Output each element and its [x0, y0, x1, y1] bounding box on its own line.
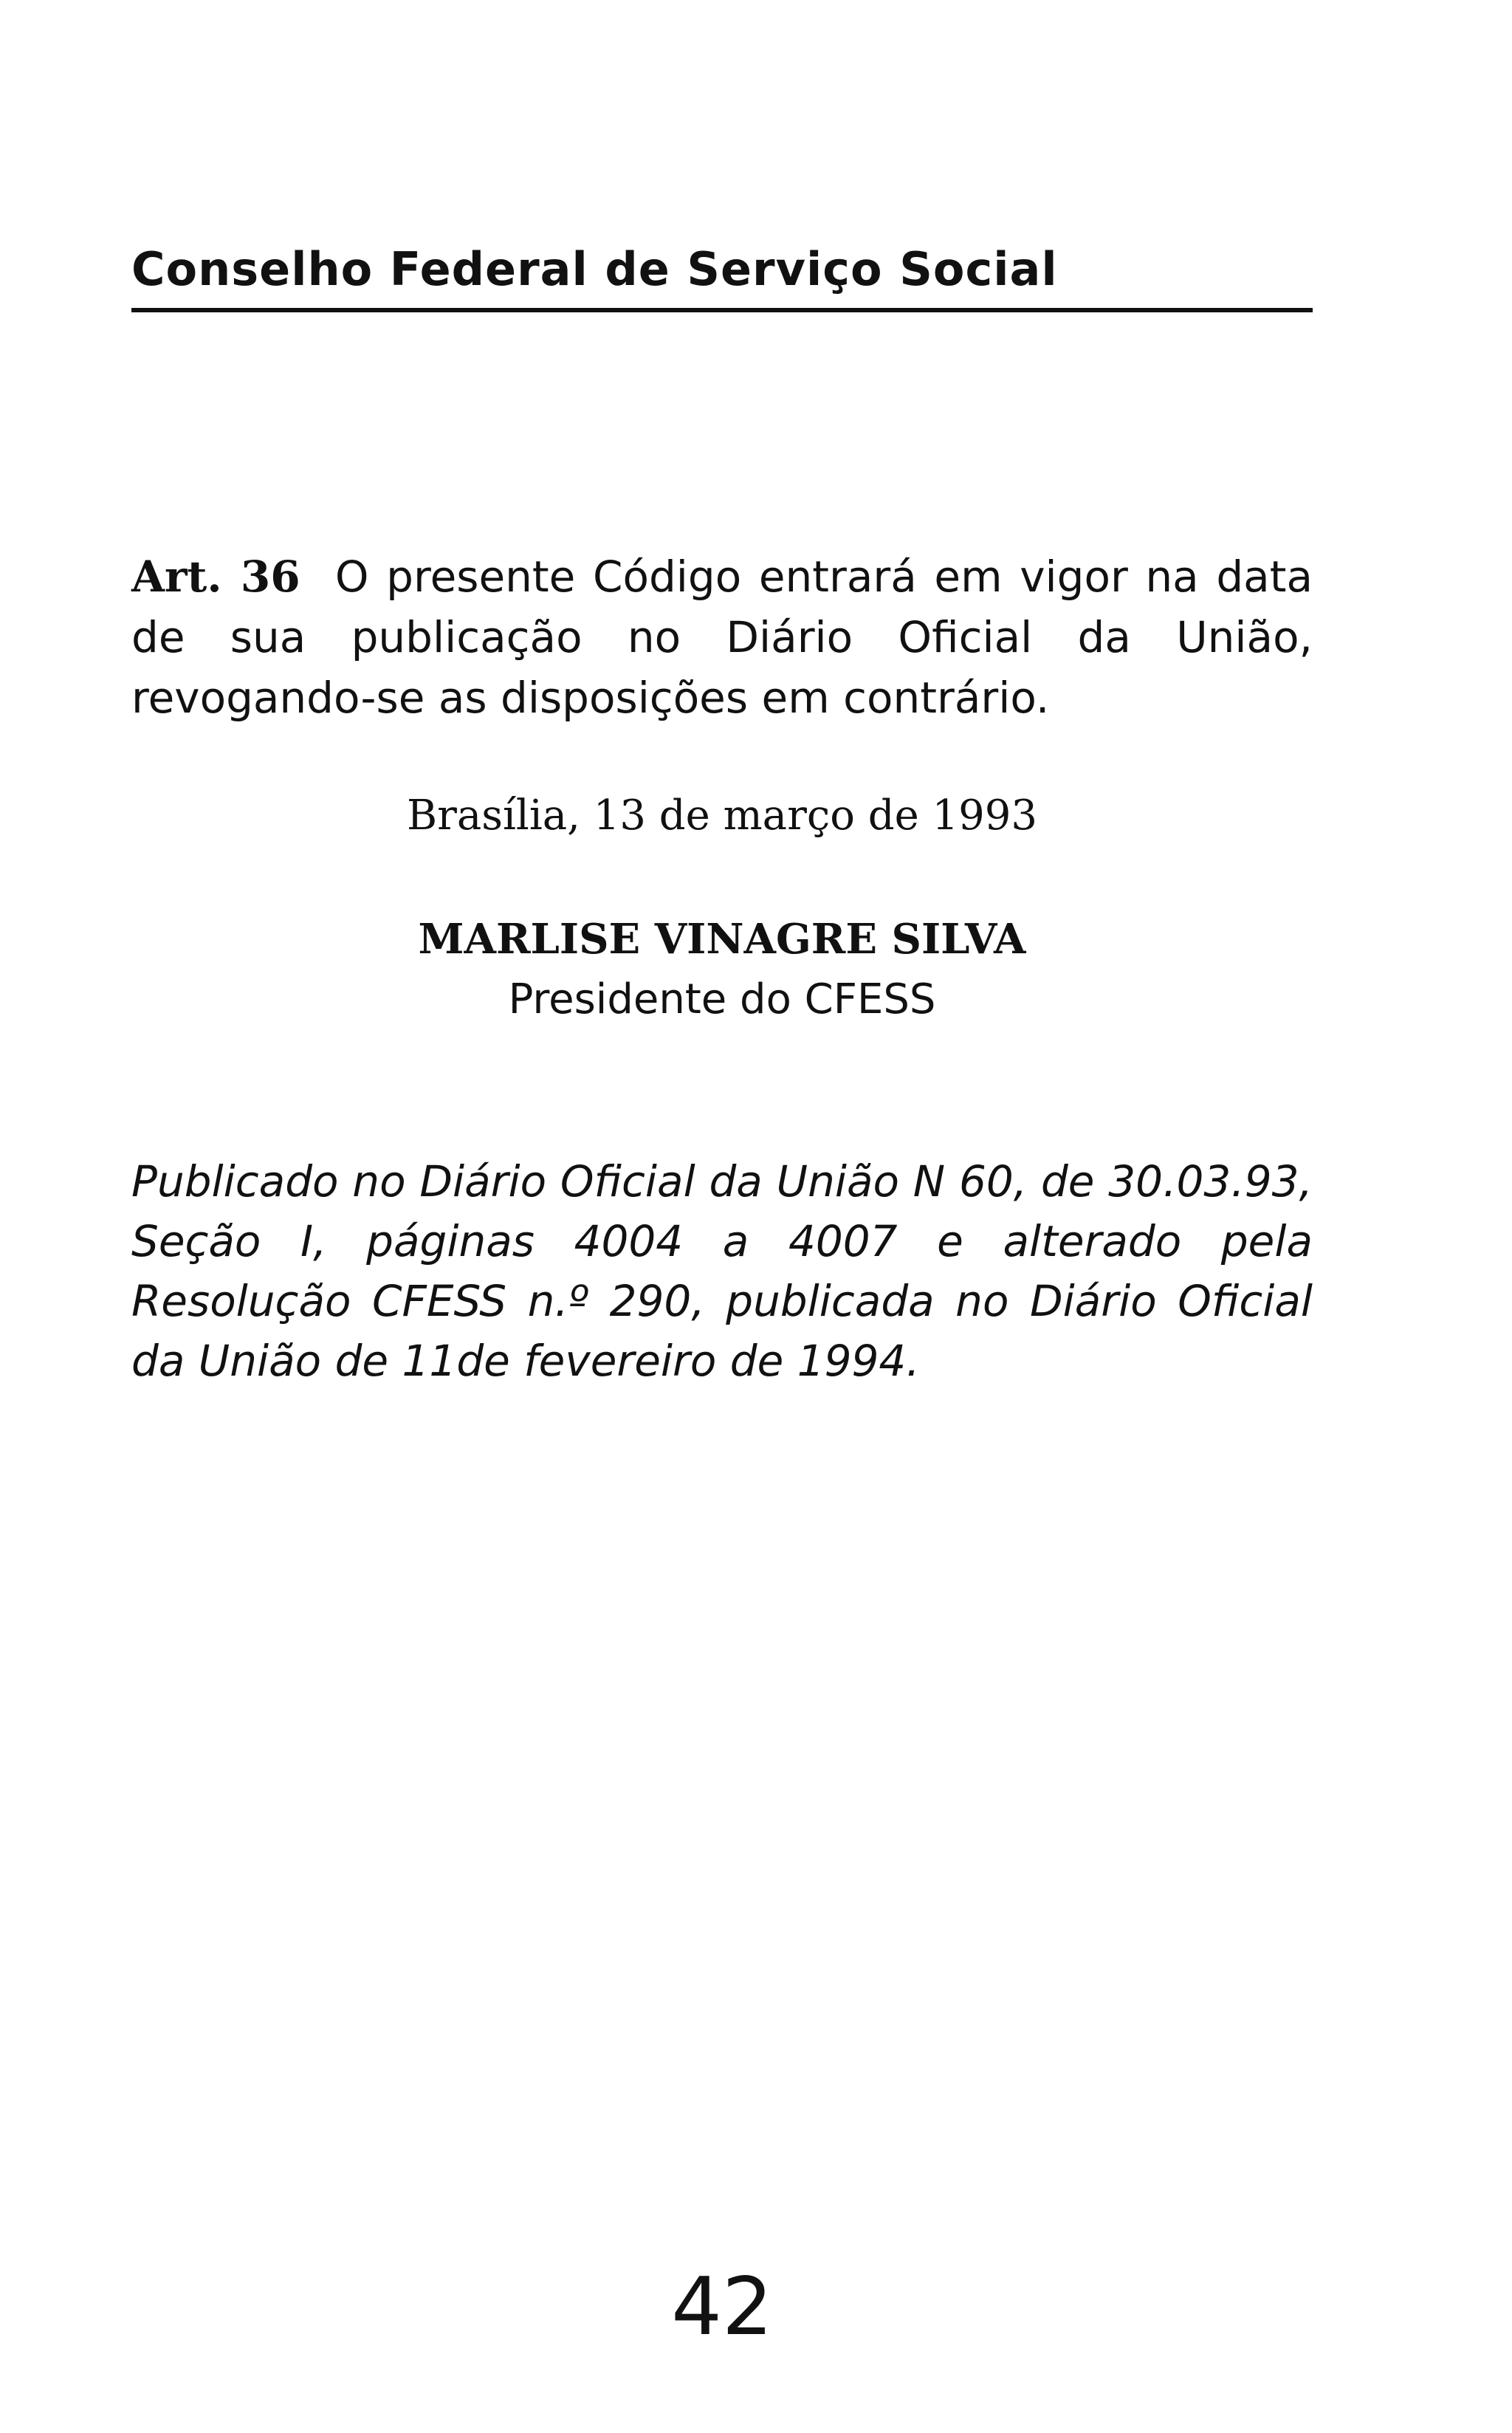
article-paragraph	[131, 546, 1313, 728]
signer-role: Presidente do CFESS	[508, 975, 936, 1023]
article-label: Art. 36	[131, 552, 300, 602]
place-and-date: Brasília, 13 de março de 1993	[406, 792, 1038, 840]
publication-note: Publicado no Diário Oficial da União N 60, de 30.03.93, Seção I, páginas 4004 a 4007 e alterado pela Resolução CFESS n.º 290, publicada no Diário Oficial da União de 11de fevereiro de 1994.	[131, 1156, 1313, 1386]
signer-name: MARLISE VINAGRE SILVA	[418, 915, 1026, 964]
page-number: 42	[671, 2261, 773, 2353]
article-text: O presente Código entrará em vigor na data de sua publicação no Diário Oficial da União, revogando-se as disposições em contrário.	[131, 552, 1313, 723]
header-divider	[131, 308, 1313, 312]
page-header-title: Conselho Federal de Serviço Social	[131, 242, 1058, 296]
